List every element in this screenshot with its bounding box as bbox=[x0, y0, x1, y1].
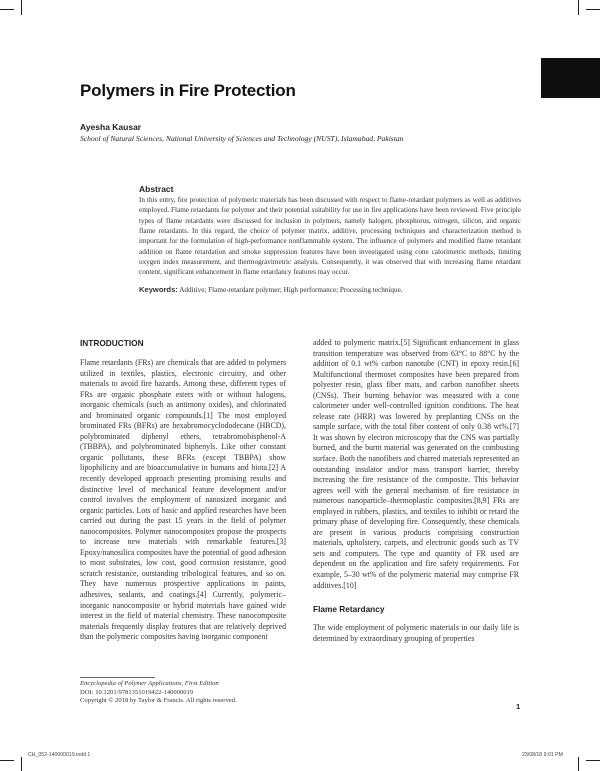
introduction-paragraph: Flame retardants (FRs) are chemicals that are added to polymers utilized in textiles, plastics, electronic circuitry, and other materials to avoid fire hazards. Among these, different types of FRs are organic phosphate esters with or without halogens, inorganic chemicals (such as antimony oxides), and chlorinated and brominated organic compounds.[1] The most employed brominated FRs (BFRs) are hexabromocyclododecane (HBCD), polybrominated diphenyl ethers, tetrabromobisphenol-A (TBBPA), and polybrominated biphenyls. Like other constant organic pollutants, these BFRs (except TBBPA) show lipophilicity and are bioaccumulative in humans and biota.[2] A recently developed approach presenting promising results and distinctive level of mechanical feature development and/or control involves the employment of nanosized inorganic and organic particles. Lots of basic and applied researches have been carried out during the past 15 years in the field of polymer nanocomposites. Polymer nanocomposites propose the prospects to increase new materials with remarkable features.[3] Epoxy/nanosilica composites have the potential of good adhesion to most substrates, low cost, good corrosion resistance, good scratch resistance, outstanding tribological features, and so on. They have numerous prospective applications in paints, adhesives, sealants, and coatings.[4] Currently, polymeric–inorganic nanocomposite or hybrid materials have gained wide interest in the field of material chemistry. These nanocomposite materials frequently display features that are relatively deprived than the polymeric composites having inorganic component bbox=[80, 358, 286, 642]
flame-retardancy-paragraph: The wide employment of polymeric materials in our daily life is determined by extraordinary grouping of properties bbox=[313, 623, 519, 643]
crop-mark bbox=[0, 9, 14, 10]
crop-mark bbox=[586, 9, 600, 10]
abstract-text: In this entry, fire protection of polymeric materials has been discussed with respect to flame-retardant polymers as well as additives employed. Flame retardants for polymer and their potential suitability for use in fire applications have been reviewed. Five principle types of flame retardants were discussed for inclusion in polymers, namely halogen, phosphorus, nitrogen, silicon, and organic flame retardants. In this regard, the choice of polymer matrix, additive, processing techniques and characterization method is important for the formulation of high-performance nonflammable system. The influence of polymers and modified flame retardant addition on flame retardation and smoke suppression features have been investigated using cone calorimetric methods, limiting oxygen index measurement, and thermogravimetric analysis. Consequently, it was observed that with increasing flame retardant content, significant enhancement in flame retardancy features may occur. bbox=[139, 196, 521, 277]
publication-footer bbox=[80, 680, 237, 706]
publication-title: Encyclopedia of Polymer Applications, First Edition bbox=[80, 680, 219, 687]
right-column bbox=[313, 338, 519, 644]
crop-mark bbox=[0, 760, 14, 761]
author-name: Ayesha Kausar bbox=[80, 122, 142, 132]
author-affiliation: School of Natural Sciences, National University of Sciences and Technology (NUST), Islamabad, Pakistan bbox=[80, 134, 404, 143]
keywords-label: Keywords: bbox=[139, 284, 178, 294]
crop-mark bbox=[586, 760, 600, 761]
crop-mark bbox=[21, 0, 22, 15]
introduction-heading: INTRODUCTION bbox=[80, 338, 144, 348]
page-number: 1 bbox=[516, 702, 521, 711]
introduction-continued-paragraph: added to polymeric matrix.[5] Significant enhancement in glass transition temperature was observed from 63°C to 88°C by the addition of 0.1 wt% carbon nanotube (CNT) in epoxy resin.[6] Multifunctional thermoset composites have been prepared from polyester resin, glass fiber mats, and carbon nanofiber sheets (CNSs). Their burning behavior was measured with a cone calorimeter under well-controlled ignition conditions. The heat release rate (HRR) was lowered by preplanting CNSs on the sample surface, with the total fiber content of only 0.38 wt%.[7] It was shown by electron microscopy that the CNS was partially burned, and the burnt material was generated on the combusting surface. Both the nanofibers and charred materials represented an outstanding insulator and/or mass transport barrier, thereby increasing the fire resistance of the composite. This behavior agrees well with the general mechanism of fire resistance in numerous nanoparticle–thermoplastic composites.[8,9] FRs are employed in rubbers, plastics, and textiles to inhibit or retard the primary phase of developing fire. Consequently, these chemicals are present in various products comprising construction materials, upholstery, carpets, and electronic goods such as TV sets and computers. The type and quantity of FR used are dependent on the application and fire safety requirements. For example, 5–30 wt% of the polymeric material may comprise FR additives.[10] bbox=[313, 338, 519, 590]
crop-mark bbox=[578, 0, 579, 15]
crop-mark bbox=[21, 757, 22, 771]
page-title: Polymers in Fire Protection bbox=[80, 81, 296, 100]
abstract-section bbox=[139, 184, 521, 294]
keywords-list: Additive; Flame-retardant polymer; High performance; Processing technique. bbox=[179, 285, 403, 294]
abstract-heading: Abstract bbox=[139, 184, 174, 194]
crop-mark bbox=[578, 757, 579, 771]
flame-retardancy-heading: Flame Retardancy bbox=[313, 604, 385, 615]
footer-rule bbox=[80, 677, 155, 678]
keywords-line bbox=[139, 285, 521, 294]
print-slug-date: 23/08/18 9:01 PM bbox=[522, 752, 563, 758]
doi-line: DOI: 10.1201/9781351019422-140000019 bbox=[80, 688, 194, 696]
left-column bbox=[80, 338, 286, 643]
chapter-thumb-tab bbox=[541, 58, 600, 98]
copyright-line: Copyright © 2018 by Taylor & Francis. All rights reserved. bbox=[80, 697, 237, 705]
print-slug-file: CH_052-140000019.indd 1 bbox=[28, 752, 91, 758]
